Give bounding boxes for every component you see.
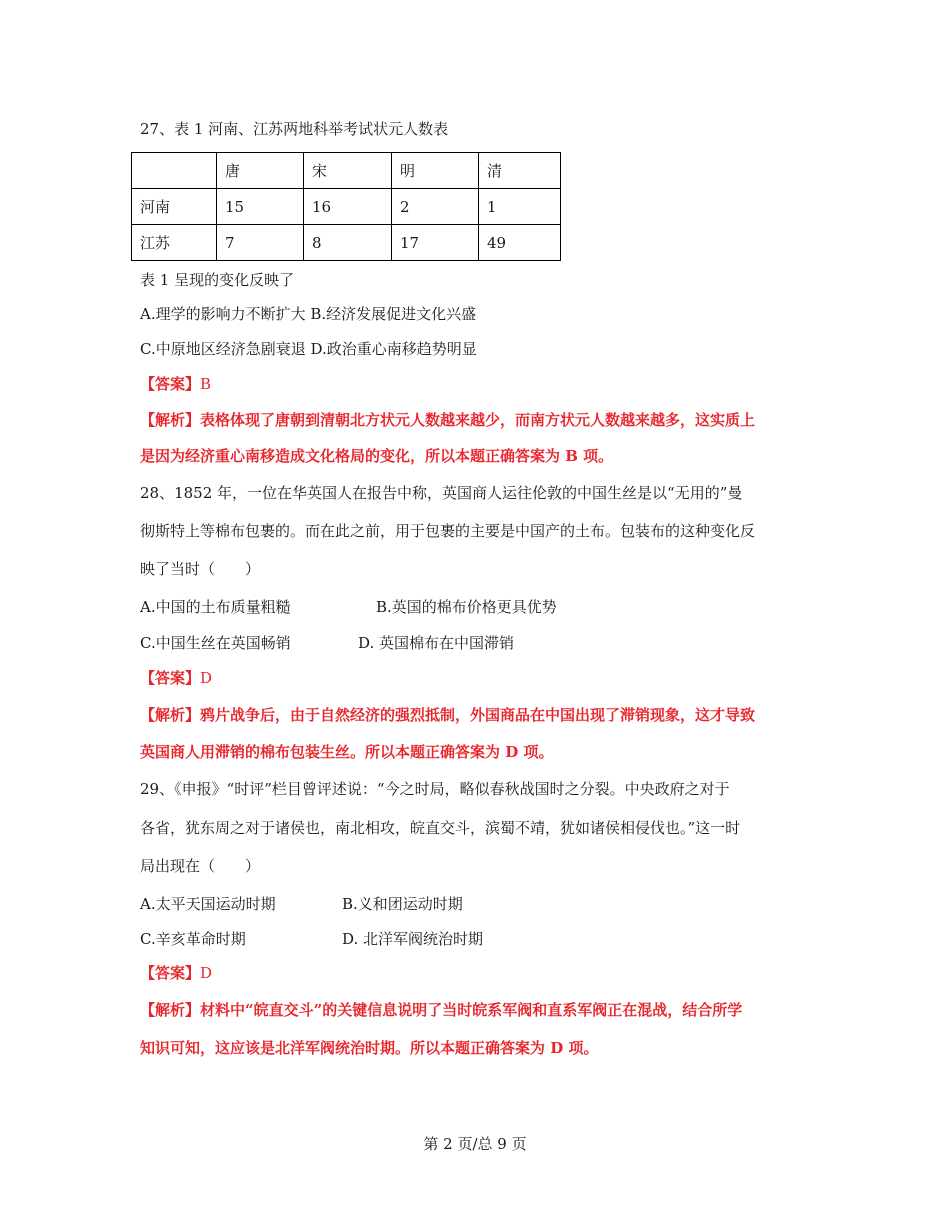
table-cell: 8 [304,225,392,261]
q28-option-c: C.中国生丝在英国畅销 [140,634,291,652]
q29-stem-line: 29、《申报》“时评”栏目曾评述说：“今之时局，略似春秋战国时之分裂。中央政府之对于 [140,780,730,798]
answer-value: D [200,669,213,687]
table-cell: 7 [217,225,304,261]
q28-stem-line: 映了当时（ ） [140,560,261,578]
q27-options-cd: C.中原地区经济急剧衰退 D.政治重心南移趋势明显 [140,340,477,358]
q29-option-d: D. 北洋军阀统治时期 [342,930,484,948]
q27-answer [140,374,211,394]
q29-stem-line: 各省，犹东周之对于诸侯也，南北相攻，皖直交斗，滨蜀不靖，犹如诸侯相侵伐也。”这一时 [140,819,741,837]
table-cell: 15 [217,189,304,225]
q28-analysis-line: 英国商人用滞销的棉布包装生丝。所以本题正确答案为 D 项。 [140,743,554,761]
q28-option-d: D. 英国棉布在中国滞销 [358,634,515,652]
q27-analysis-line [140,410,755,430]
table-cell: 2 [392,189,479,225]
answer-label: 【答案】 [140,375,201,393]
analysis-label: 【解析】 [140,411,201,429]
q27-title: 27、表 1 河南、江苏两地科举考试状元人数表 [140,120,449,138]
analysis-text: 表格体现了唐朝到清朝北方状元人数越来越少，而南方状元人数越来越多，这实质上 [200,411,756,429]
q29-stem-line: 局出现在（ ） [140,857,261,875]
q29-answer [140,963,212,983]
analysis-text: 鸦片战争后，由于自然经济的强烈抵制，外国商品在中国出现了滞销现象，这才导致 [200,706,756,724]
q29-option-b: B.义和团运动时期 [342,895,463,913]
analysis-label: 【解析】 [140,706,201,724]
table-cell: 清 [479,153,561,189]
table-cell: 49 [479,225,561,261]
table-row [132,189,561,225]
analysis-label: 【解析】 [140,1001,201,1019]
q29-analysis-line: 知识可知，这应该是北洋军阀统治时期。所以本题正确答案为 D 项。 [140,1039,599,1057]
table-cell: 明 [392,153,479,189]
q27-options-ab: A.理学的影响力不断扩大 B.经济发展促进文化兴盛 [140,305,477,323]
analysis-text: 材料中“皖直交斗”的关键信息说明了当时皖系军阀和直系军阀正在混战，结合所学 [200,1001,743,1019]
table-cell: 16 [304,189,392,225]
q27-stem: 表 1 呈现的变化反映了 [140,271,295,289]
answer-value: B [200,375,212,393]
table-cell: 宋 [304,153,392,189]
table-row [132,225,561,261]
q28-stem-line: 28、1852 年，一位在华英国人在报告中称，英国商人运往伦敦的中国生丝是以“无用的”曼 [140,484,743,502]
table-cell: 唐 [217,153,304,189]
answer-value: D [200,964,213,982]
answer-label: 【答案】 [140,964,201,982]
q29-option-a: A.太平天国运动时期 [140,895,276,913]
q29-option-c: C.辛亥革命时期 [140,930,246,948]
table-cell: 江苏 [132,225,217,261]
table-cell: 河南 [132,189,217,225]
q28-option-a: A.中国的土布质量粗糙 [140,598,291,616]
scholar-count-table [131,152,561,261]
q28-stem-line: 彻斯特上等棉布包裹的。而在此之前，用于包裹的主要是中国产的土布。包装布的这种变化反 [140,522,756,540]
table-header-row [132,153,561,189]
q28-answer [140,668,212,688]
table-cell: 1 [479,189,561,225]
q28-option-b: B.英国的棉布价格更具优势 [376,598,557,616]
table-cell: 17 [392,225,479,261]
q27-analysis-line: 是因为经济重心南移造成文化格局的变化，所以本题正确答案为 B 项。 [140,447,614,465]
table-cell [132,153,217,189]
page-number: 第 2 页/总 9 页 [423,1135,527,1153]
answer-label: 【答案】 [140,669,201,687]
q28-analysis-line [140,705,755,725]
q29-analysis-line [140,1000,742,1020]
